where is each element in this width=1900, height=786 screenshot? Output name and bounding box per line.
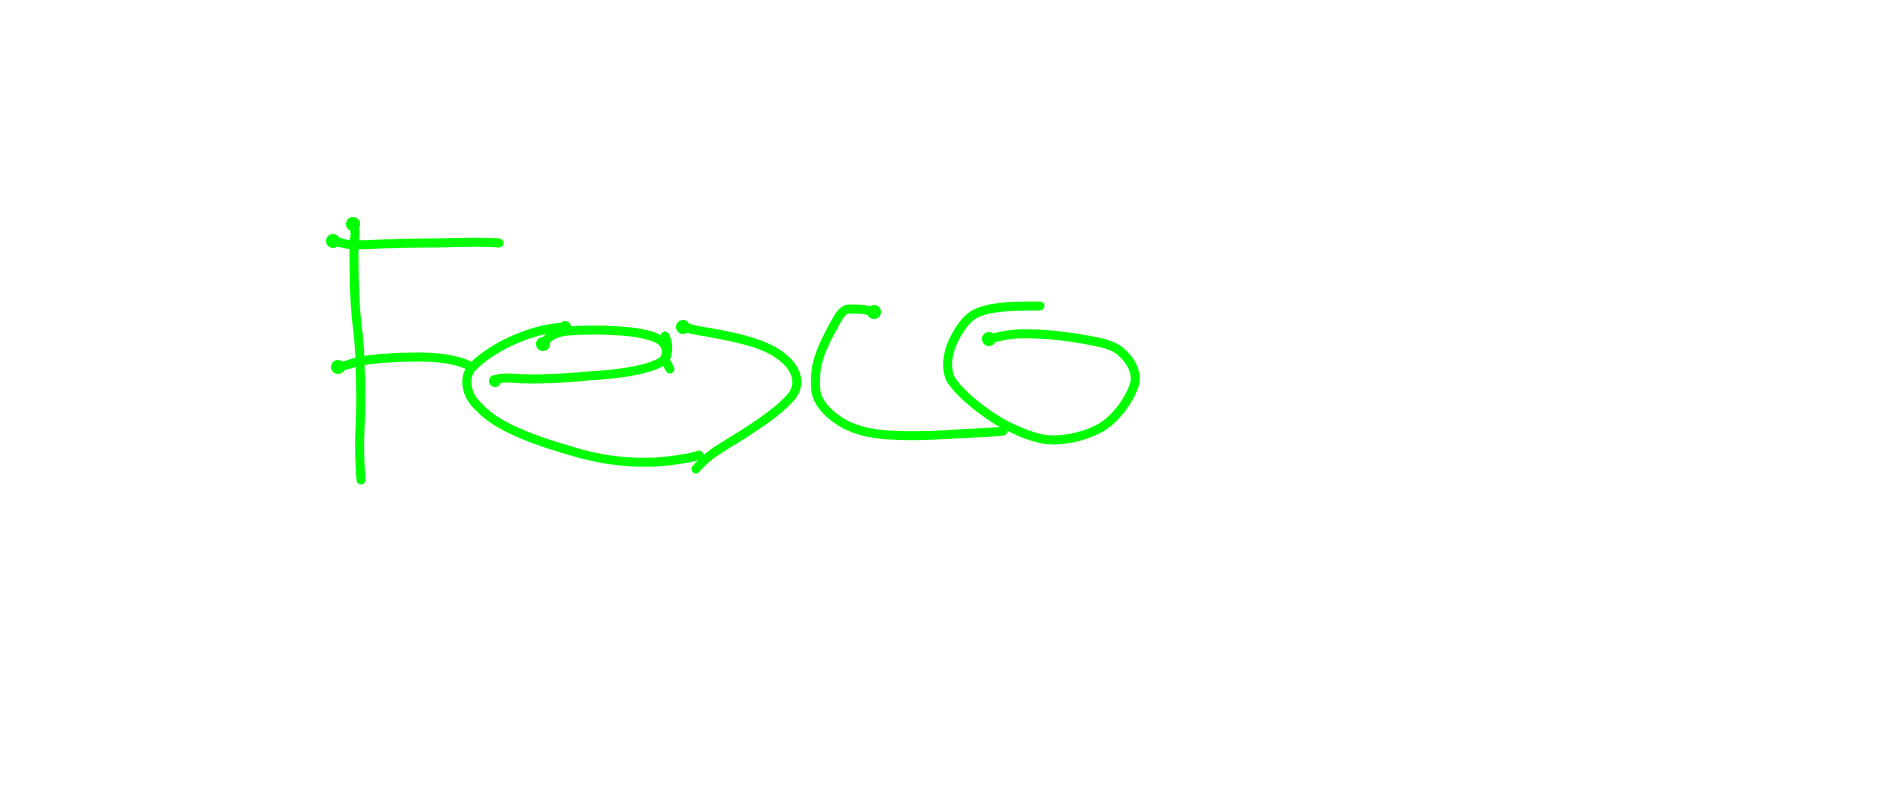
letter-o4-upper-stroke xyxy=(948,306,1136,440)
stroke-start-dot xyxy=(559,321,571,333)
stroke-start-dot xyxy=(489,375,501,387)
stroke-start-dot xyxy=(536,337,550,351)
letter-o2-stroke xyxy=(683,327,797,469)
stroke-start-dot xyxy=(867,305,881,319)
letter-o1-tail-stroke xyxy=(665,336,670,369)
stroke-start-dot xyxy=(326,234,340,248)
stroke-start-dot xyxy=(982,332,996,346)
letter-f-stem-stroke xyxy=(353,224,361,480)
letter-f-top-bar-stroke xyxy=(333,240,499,245)
letter-f-middle-bar-stroke xyxy=(338,357,470,367)
stroke-start-dot xyxy=(346,217,360,231)
stroke-start-dot xyxy=(331,360,345,374)
stroke-start-dot xyxy=(676,320,690,334)
letter-o3-stroke xyxy=(815,309,1003,436)
